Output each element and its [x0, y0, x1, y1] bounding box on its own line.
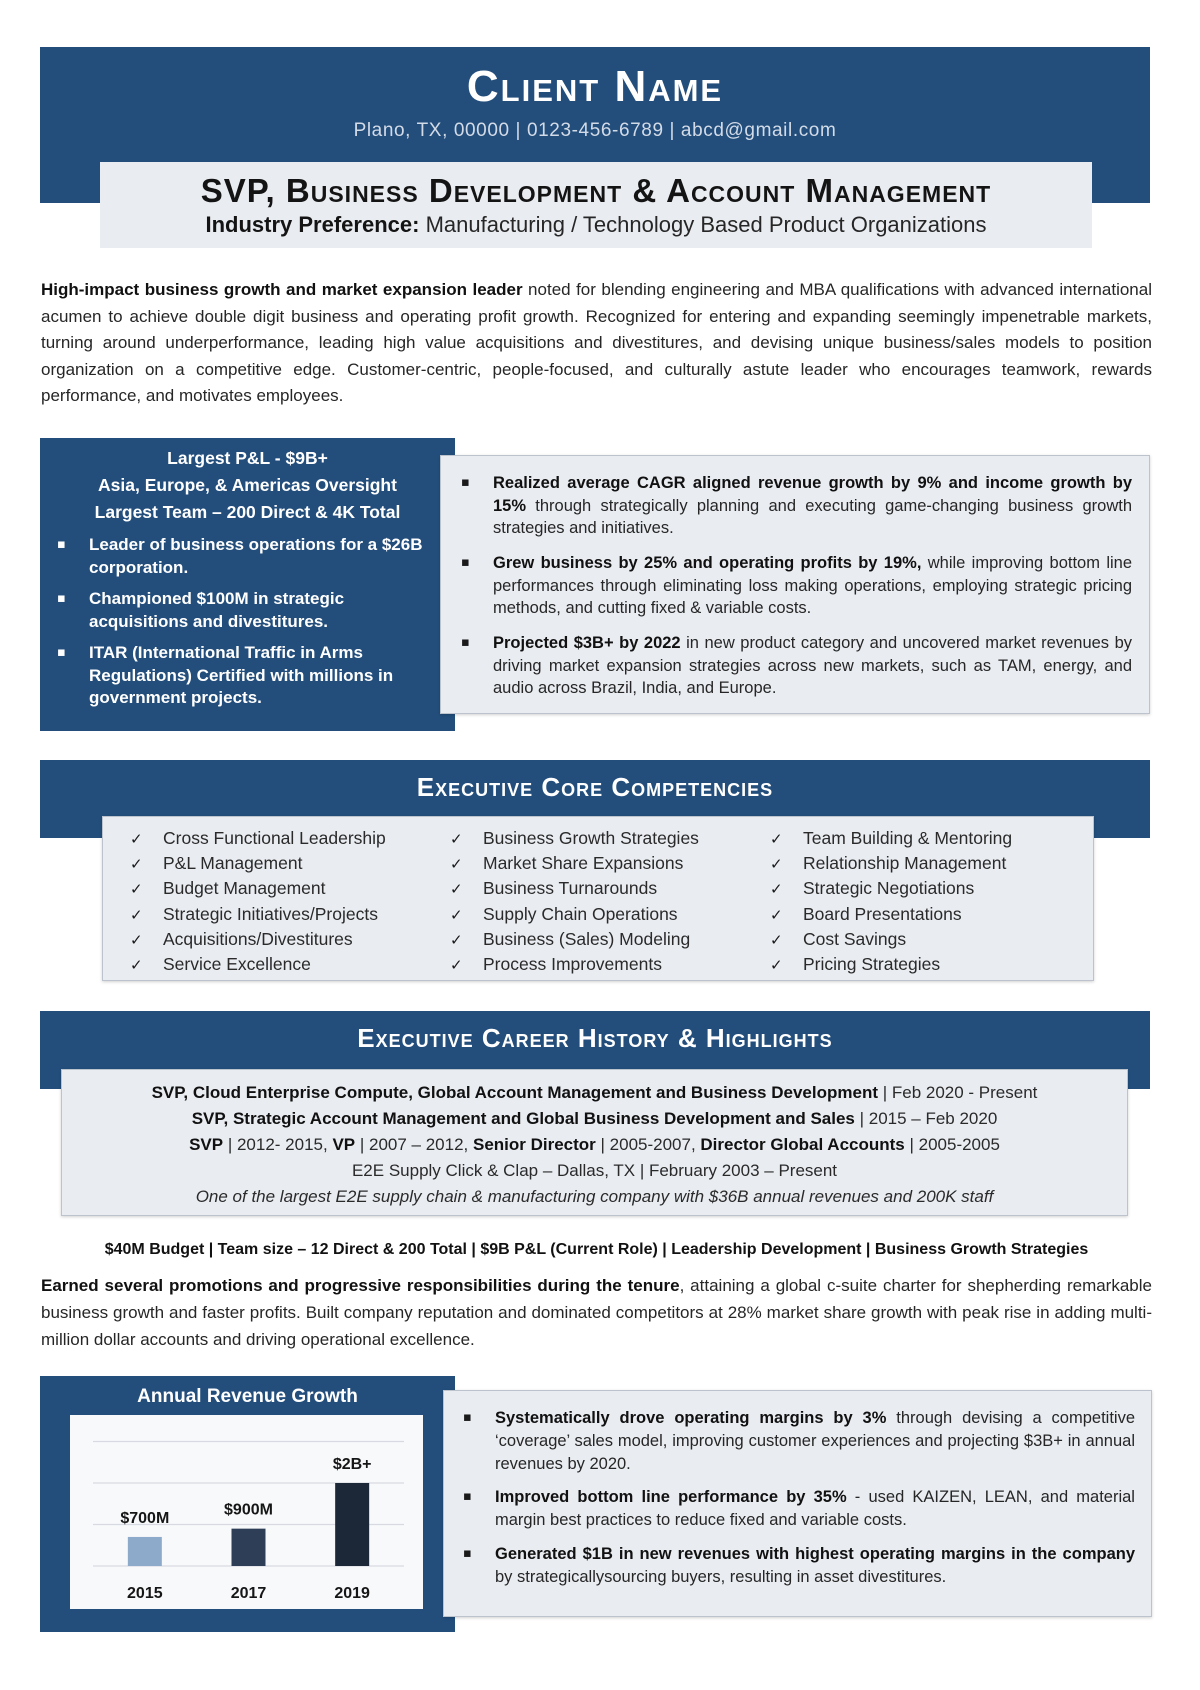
- competency-label: Budget Management: [163, 878, 326, 899]
- competency-column: [450, 826, 770, 980]
- bar-value-label-2015: $700M: [120, 1509, 170, 1527]
- competency-item: [130, 851, 450, 876]
- career-achievement-list: [463, 1407, 1135, 1589]
- competency-label: Business Growth Strategies: [483, 828, 699, 848]
- stat-line: Asia, Europe, & Americas Oversight: [98, 475, 397, 495]
- career-achievement-item: [463, 1543, 1135, 1589]
- check-icon: [130, 827, 163, 851]
- competency-item: [770, 851, 1090, 876]
- achievement-detail: by strategicallysourcing buyers, resulting in asset divestitures.: [495, 1567, 947, 1586]
- achievement-detail: through devising a competitive ‘coverage’ sales model, improving customer experiences and projecting $3B+ in annual revenues by 2020.: [495, 1409, 1135, 1473]
- role-scope-line: $40M Budget | Team size – 12 Direct & 200 Total | $9B P&L (Current Role) | Leadership Development | Business Growth Strategies: [104, 1241, 1089, 1258]
- check-icon: [450, 903, 483, 927]
- tenure-body: , attaining a global c-suite charter for shepherding remarkable business growth and faster profits. Built company reputation and dominated competitors at 28% market share growth with peak rise in adding multi-million dollar accounts and driving operational excellence.: [41, 1276, 1152, 1349]
- stat-bullet-text: Championed $100M in strategic acquisitions and divestitures.: [89, 589, 345, 631]
- company-line: E2E Supply Click & Clap – Dallas, TX | February 2003 – Present: [351, 1161, 838, 1180]
- chart-area: [70, 1415, 423, 1609]
- competency-label: Team Building & Mentoring: [803, 828, 1013, 848]
- career-achievement-item: [463, 1486, 1135, 1532]
- industry-preference-label: Industry Preference:: [205, 212, 420, 237]
- competency-item: [130, 876, 450, 901]
- bar-2015: [128, 1537, 162, 1566]
- achievement-highlight: Improved bottom line performance by 35%: [495, 1488, 847, 1507]
- role-title: Senior Director: [472, 1135, 596, 1154]
- competency-label: Market Share Expansions: [483, 853, 684, 874]
- x-tick-label-2015: 2015: [127, 1585, 163, 1602]
- competency-label: Service Excellence: [163, 954, 311, 975]
- square-bullet-icon: [463, 1407, 472, 1430]
- tenure-paragraph: [41, 1273, 1152, 1353]
- competency-label: Relationship Management: [803, 853, 1007, 874]
- achievement-detail: in new product category and uncovered market revenues by driving market expansion strategies across new markets, such as TAM, energy, and audio across Brazil, India, and Europe.: [493, 634, 1132, 697]
- headline-box: [100, 162, 1092, 248]
- industry-preference-value: Manufacturing / Technology Based Product Organizations: [419, 212, 987, 237]
- bar-value-label-2019: $2B+: [332, 1456, 372, 1473]
- role-dates: | 2005-2005: [904, 1135, 1000, 1154]
- stat-line: Largest Team – 200 Direct & 4K Total: [94, 502, 401, 522]
- competency-label: P&L Management: [163, 853, 303, 874]
- stat-line: Largest P&L - $9B+: [167, 448, 328, 468]
- check-icon: [130, 877, 163, 901]
- role-dates: | 2005-2007,: [595, 1135, 701, 1154]
- check-icon: [450, 827, 483, 851]
- stat-bullet-text: ITAR (International Traffic in Arms Regulations) Certified with millions in government projects.: [89, 643, 394, 707]
- x-tick-label-2019: 2019: [334, 1585, 370, 1602]
- square-bullet-icon: [461, 552, 470, 575]
- check-icon: [450, 928, 483, 952]
- competency-item: [130, 902, 450, 927]
- stat-bullet-text: Leader of business operations for a $26B corporation.: [89, 535, 423, 577]
- competency-label: Process Improvements: [483, 954, 662, 975]
- role-dates: | 2007 – 2012,: [355, 1135, 473, 1154]
- competency-column: [130, 826, 450, 980]
- check-icon: [770, 877, 803, 901]
- achievement-highlight: Generated $1B in new revenues with highest operating margins in the company: [495, 1544, 1135, 1563]
- competency-item: [450, 826, 770, 851]
- check-icon: [770, 928, 803, 952]
- achievement-detail: through strategically planning and executing game-changing business growth strategies and initiatives.: [493, 496, 1132, 537]
- role-dates: | 2012- 2015,: [223, 1135, 333, 1154]
- role-title: VP: [332, 1135, 356, 1154]
- career-achievements-panel: [443, 1390, 1152, 1617]
- revenue-bar-chart: [70, 1415, 423, 1609]
- competency-item: [770, 876, 1090, 901]
- target-title: SVP, Business Development & Account Management: [200, 172, 992, 209]
- revenue-chart-panel: [40, 1376, 455, 1632]
- client-name: Client Name: [466, 62, 724, 111]
- competency-item: [130, 826, 450, 851]
- competency-label: Acquisitions/Divestitures: [163, 928, 353, 949]
- square-bullet-icon: [463, 1486, 472, 1509]
- competency-item: [130, 927, 450, 952]
- check-icon: [770, 852, 803, 876]
- summary-paragraph: [41, 277, 1152, 410]
- tenure-lead: Earned several promotions and progressive responsibilities during the tenure: [41, 1276, 680, 1295]
- square-bullet-icon: [461, 472, 470, 495]
- achievement-detail: - used KAIZEN, LEAN, and material margin best practices to reduce fixed and variable costs.: [495, 1488, 1135, 1530]
- competency-item: [770, 952, 1090, 977]
- role-dates: | 2015 – Feb 2020: [854, 1109, 998, 1128]
- role-title: Director Global Accounts: [700, 1135, 905, 1154]
- career-roles-box: [61, 1069, 1128, 1216]
- contact-line: Plano, TX, 00000 | 0123-456-6789 | abcd@gmail.com: [353, 120, 837, 141]
- stat-bullet-list: [40, 534, 455, 710]
- achievement-highlight: Systematically drove operating margins by 3%: [495, 1409, 887, 1427]
- check-icon: [130, 928, 163, 952]
- chart-title: Annual Revenue Growth: [137, 1386, 358, 1407]
- check-icon: [130, 852, 163, 876]
- stat-bullet: [40, 588, 455, 633]
- competency-item: [450, 927, 770, 952]
- check-icon: [130, 953, 163, 977]
- current-role-line: [62, 1080, 1127, 1106]
- achievement-list: [461, 472, 1132, 700]
- check-icon: [450, 953, 483, 977]
- industry-preference: [100, 212, 1092, 238]
- earlier-roles-line: [62, 1132, 1127, 1158]
- previous-role-line: [62, 1106, 1127, 1132]
- check-icon: [450, 852, 483, 876]
- competencies-box: [102, 816, 1094, 981]
- competency-item: [450, 851, 770, 876]
- bar-value-label-2017: $900M: [224, 1501, 273, 1519]
- check-icon: [770, 953, 803, 977]
- achievement-highlight: Realized average CAGR aligned revenue growth by 9% and income growth by 15%: [493, 474, 1132, 515]
- competency-label: Board Presentations: [803, 903, 962, 924]
- competency-label: Strategic Negotiations: [803, 878, 975, 899]
- check-icon: [770, 827, 803, 851]
- achievement-item: [461, 632, 1132, 700]
- key-stats-panel: [40, 438, 455, 731]
- competency-item: [770, 826, 1090, 851]
- role-title: SVP, Strategic Account Management and Global Business Development and Sales: [191, 1109, 855, 1128]
- x-tick-label-2017: 2017: [230, 1585, 267, 1602]
- competency-column: [770, 826, 1090, 980]
- key-achievements-panel: [440, 455, 1150, 714]
- competency-item: [450, 952, 770, 977]
- company-description: One of the largest E2E supply chain & manufacturing company with $36B annual revenues and 200K staff: [195, 1187, 994, 1206]
- bar-2017: [232, 1529, 266, 1566]
- career-achievement-item: [463, 1407, 1135, 1475]
- square-bullet-icon: [461, 632, 470, 655]
- competency-label: Business (Sales) Modeling: [483, 928, 691, 949]
- competency-label: Strategic Initiatives/Projects: [163, 903, 378, 924]
- role-dates: | Feb 2020 - Present: [878, 1083, 1038, 1102]
- square-bullet-icon: [57, 642, 66, 665]
- stat-bullet: [40, 534, 455, 579]
- competency-label: Pricing Strategies: [803, 954, 941, 975]
- summary-body: noted for blending engineering and MBA qualifications with advanced international acumen to achieve double digit business and operating profit growth. Recognized for entering and expanding seemingly impenetrable markets, turning around underperformance, leading high value acquisitions and divestitures, and devising unique business/sales models to position organization on a competitive edge. Customer-centric, people-focused, and culturally astute leader who encourages teamwork, rewards performance, and motivates employees.: [41, 280, 1152, 405]
- competency-item: [450, 876, 770, 901]
- career-title: Executive Career History & Highlights: [357, 1023, 833, 1053]
- competencies-title: Executive Core Competencies: [416, 772, 774, 802]
- achievement-detail: while improving bottom line performances through eliminating loss making operations, employing strategic pricing methods, and cutting fixed & variable costs.: [493, 554, 1132, 617]
- achievement-item: [461, 472, 1132, 540]
- competency-label: Business Turnarounds: [483, 878, 658, 899]
- check-icon: [130, 903, 163, 927]
- achievement-item: [461, 552, 1132, 620]
- competency-label: Cross Functional Leadership: [163, 828, 386, 848]
- competency-item: [770, 902, 1090, 927]
- role-title: SVP, Cloud Enterprise Compute, Global Account Management and Business Development: [151, 1083, 878, 1102]
- competency-item: [770, 927, 1090, 952]
- square-bullet-icon: [57, 534, 66, 557]
- summary-lead: High-impact business growth and market expansion leader: [41, 280, 523, 299]
- competency-item: [450, 902, 770, 927]
- competency-item: [130, 952, 450, 977]
- check-icon: [450, 877, 483, 901]
- bar-2019: [335, 1483, 369, 1566]
- square-bullet-icon: [463, 1543, 472, 1566]
- square-bullet-icon: [57, 588, 66, 611]
- achievement-highlight: Grew business by 25% and operating profits by 19%,: [493, 554, 922, 572]
- stat-bullet: [40, 642, 455, 710]
- achievement-highlight: Projected $3B+ by 2022: [493, 634, 681, 652]
- competency-label: Cost Savings: [803, 928, 907, 949]
- check-icon: [770, 903, 803, 927]
- competency-label: Supply Chain Operations: [483, 903, 678, 924]
- role-title: SVP: [189, 1135, 224, 1154]
